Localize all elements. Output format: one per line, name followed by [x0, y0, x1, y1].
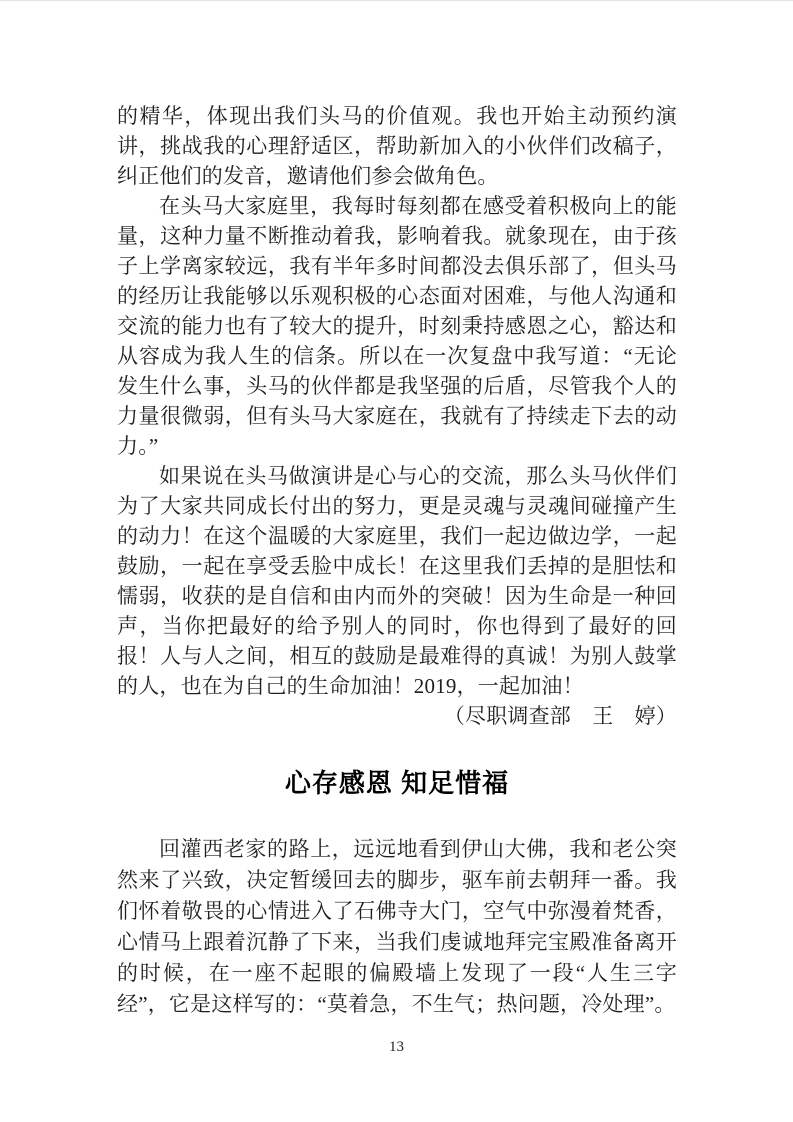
page-content [117, 101, 677, 1020]
page-number: 13 [389, 1039, 404, 1055]
paragraph: 回灌西老家的路上，远远地看到伊山大佛，我和老公突然来了兴致，决定暂缓回去的脚步，驱车前去朝拜一番。我们怀着敬畏的心情进入了石佛寺大门，空气中弥漫着梵香，心情马上跟着沉静了下来，当我们虔诚地拜完宝殿准备离开的时候，在一座不起眼的偏殿墙上发现了一段“人生三字经”，它是这样写的：“莫着急，不生气；热问题，冷处理”。 [117, 837, 677, 1016]
article-title: 心存感恩 知足惜福 [284, 768, 510, 798]
paragraph: 如果说在头马做演讲是心与心的交流，那么头马伙伴们为了大家共同成长付出的努力，更是灵魂与灵魂间碰撞产生的动力！在这个温暖的大家庭里，我们一起边做边学，一起鼓励，一起在享受丢脸中成长！在这里我们丢掉的是胆怯和懦弱，收获的是自信和由内而外的突破！因为生命是一种回声，当你把最好的给予别人的同时，你也得到了最好的回报！人与人之间，相互的鼓励是最难得的真诚！为别人鼓掌的人，也在为自己的生命加油！2019，一起加油！ [117, 464, 677, 698]
article-gratitude-section [117, 765, 677, 1020]
paragraph-continuation: 的精华，体现出我们头马的价值观。我也开始主动预约演讲，挑战我的心理舒适区，帮助新加入的小伙伴们改稿子，纠正他们的发音，邀请他们参会做角色。 [117, 104, 677, 188]
article-ending-section [117, 101, 677, 731]
paragraph: 在头马大家庭里，我每时每刻都在感受着积极向上的能量，这种力量不断推动着我，影响着我。就象现在，由于孩子上学离家较远，我有半年多时间都没去俱乐部了，但头马的经历让我能够以乐观积极的心态面对困难，与他人沟通和交流的能力也有了较大的提升，时刻秉持感恩之心，豁达和从容成为我人生的信条。所以在一次复盘中我写道：“无论发生什么事，头马的伙伴都是我坚强的后盾，尽管我个人的力量很微弱，但有头马大家庭在，我就有了持续走下去的动力。” [117, 194, 677, 458]
author-signature: （尽职调查部 王 婷） [443, 704, 677, 728]
